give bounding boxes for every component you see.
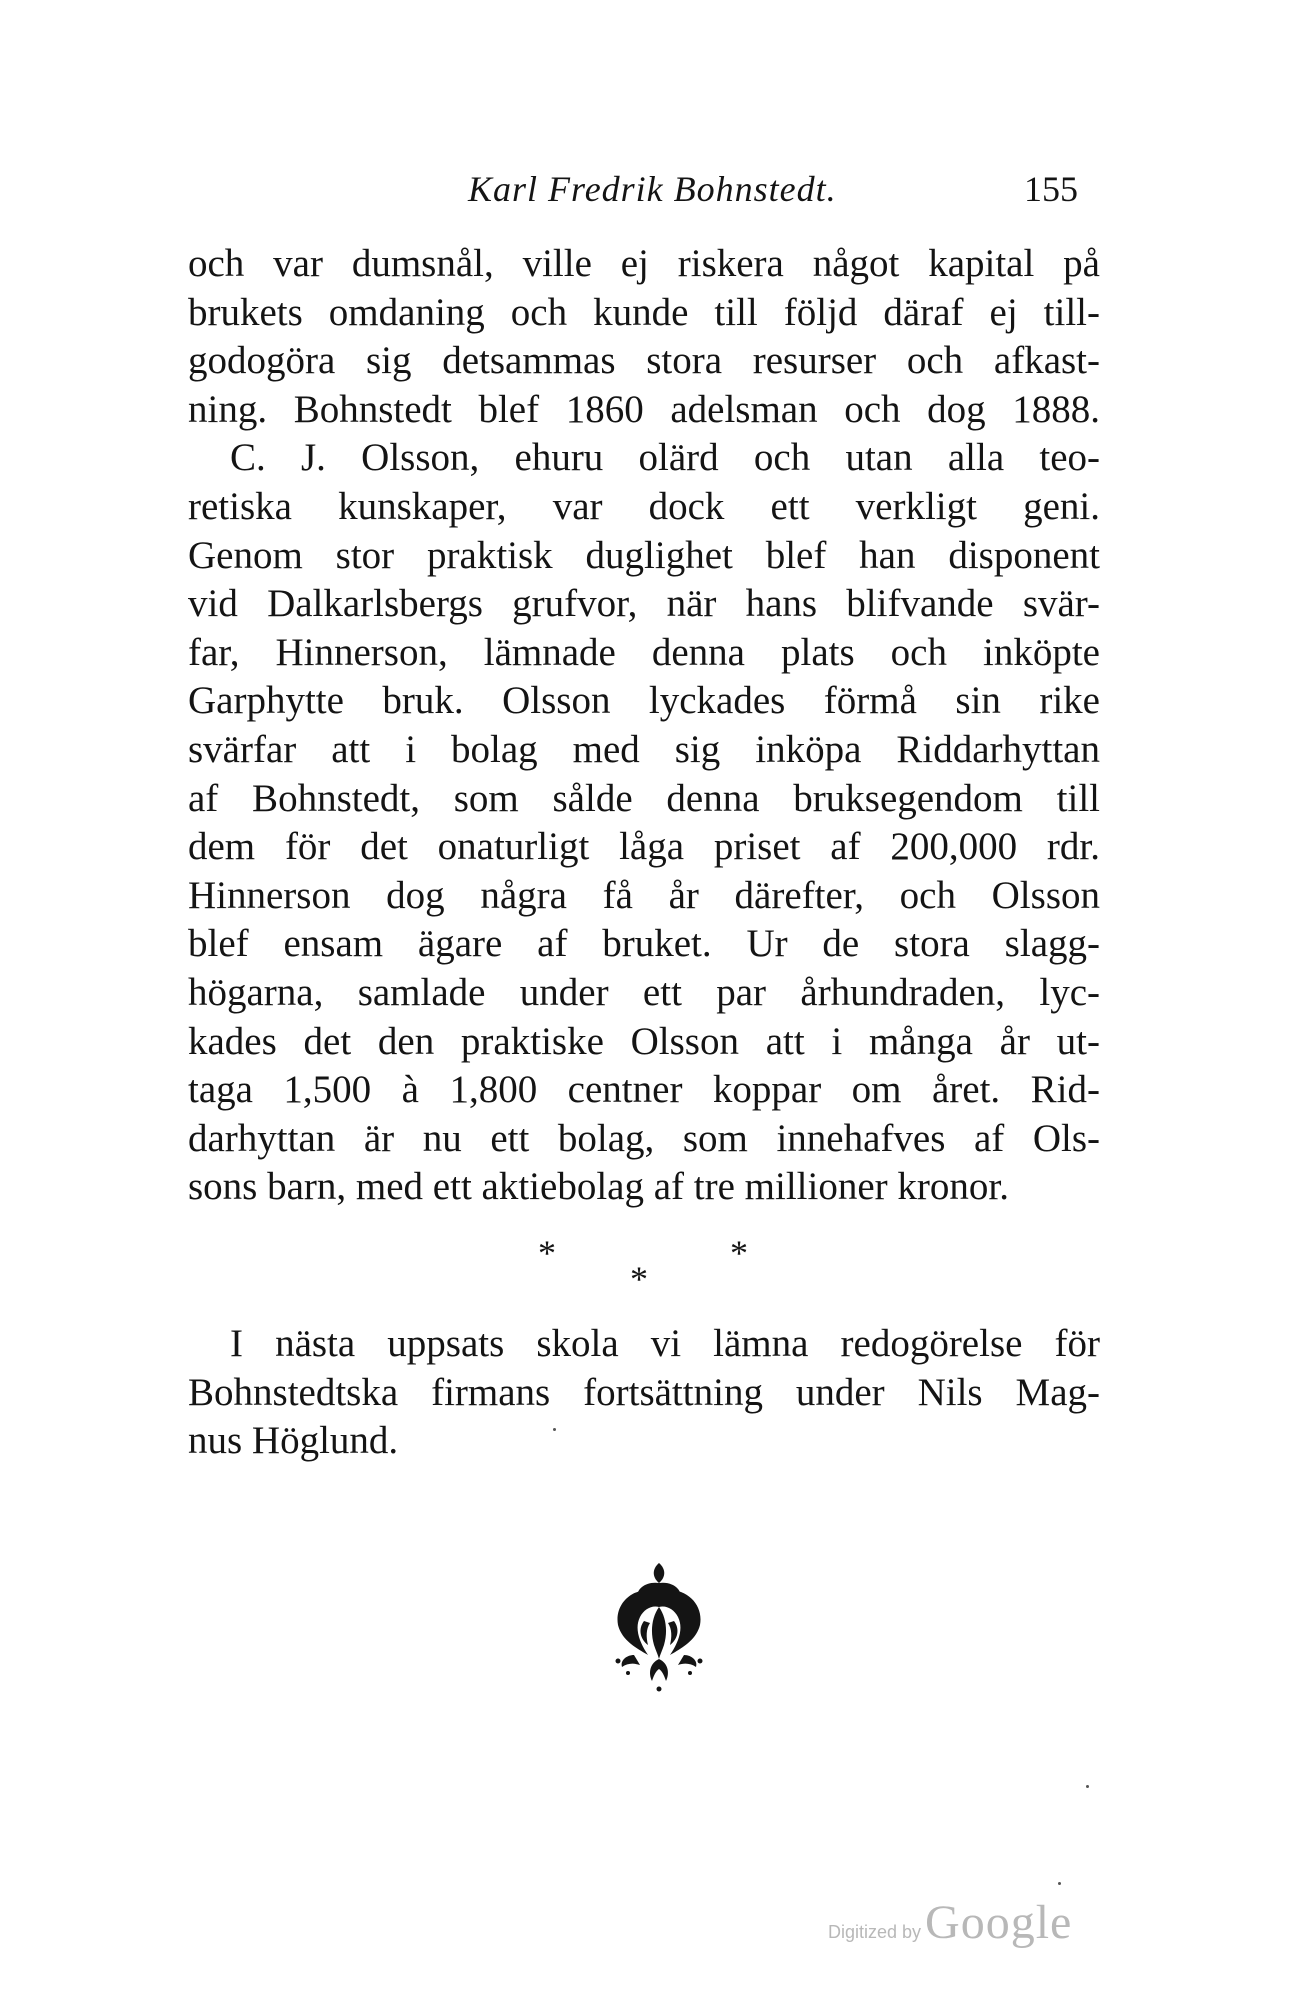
text-line: Hinnerson dog några få år därefter, och Olsson bbox=[188, 873, 1100, 917]
text-line: C. J. Olsson, ehuru olärd och utan alla teo- bbox=[230, 436, 1100, 480]
text-line: nus Höglund. bbox=[188, 1419, 399, 1463]
text-line: godogöra sig detsammas stora resurser och afkast- bbox=[188, 339, 1100, 383]
body-paragraphs bbox=[188, 240, 1100, 1212]
page-number: 155 bbox=[1024, 169, 1078, 209]
ink-speck bbox=[1058, 1882, 1061, 1885]
text-line: vid Dalkarlsbergs grufvor, när hans blifvande svär- bbox=[188, 582, 1100, 626]
text-line: darhyttan är nu ett bolag, som innehafves af Ols- bbox=[188, 1116, 1100, 1160]
text-line: Bohnstedtska firmans fortsättning under Nils Mag- bbox=[188, 1370, 1100, 1414]
asterisk: * bbox=[730, 1233, 748, 1273]
text-line: far, Hinnerson, lämnade denna plats och inköpte bbox=[188, 630, 1100, 674]
text-line: blef ensam ägare af bruket. Ur de stora slagg- bbox=[188, 922, 1100, 966]
watermark-brand: Google bbox=[925, 1896, 1073, 1949]
asterism-divider bbox=[520, 1232, 760, 1302]
watermark-prefix: Digitized by bbox=[828, 1922, 922, 1942]
text-line: ning. Bohnstedt blef 1860 adelsman och dog 1888. bbox=[188, 387, 1100, 431]
text-line: sons barn, med ett aktiebolag af tre millioner kronor. bbox=[188, 1165, 1009, 1209]
ink-speck bbox=[1086, 1785, 1089, 1788]
digitized-watermark bbox=[828, 1895, 1108, 1955]
text-line: retiska kunskaper, var dock ett verkligt geni. bbox=[188, 484, 1100, 528]
ink-speck bbox=[553, 1428, 556, 1431]
text-line: Genom stor praktisk duglighet blef han disponent bbox=[188, 533, 1100, 577]
asterisk: * bbox=[630, 1259, 648, 1299]
text-line: brukets omdaning och kunde till följd däraf ej till- bbox=[188, 290, 1100, 334]
closing-paragraph bbox=[188, 1320, 1100, 1466]
fleuron-ornament-icon bbox=[604, 1555, 714, 1695]
text-line: I nästa uppsats skola vi lämna redogörelse för bbox=[230, 1322, 1100, 1365]
running-head bbox=[188, 168, 1078, 218]
text-line: högarna, samlade under ett par århundraden, lyc- bbox=[188, 970, 1100, 1014]
text-line: kades det den praktiske Olsson att i många år ut- bbox=[188, 1019, 1100, 1063]
text-line: taga 1,500 à 1,800 centner koppar om året. Rid- bbox=[188, 1068, 1100, 1112]
text-line: och var dumsnål, ville ej riskera något kapital på bbox=[188, 242, 1100, 285]
text-line: af Bohnstedt, som sålde denna bruksegendom till bbox=[188, 776, 1100, 820]
running-title: Karl Fredrik Bohnstedt. bbox=[468, 169, 837, 209]
text-line: svärfar att i bolag med sig inköpa Riddarhyttan bbox=[188, 727, 1100, 771]
text-line: Garphytte bruk. Olsson lyckades förmå sin rike bbox=[188, 679, 1100, 723]
fleuron-ornament-graphic bbox=[604, 1555, 714, 1695]
text-line: dem för det onaturligt låga priset af 200,000 rdr. bbox=[188, 825, 1100, 869]
asterisk: * bbox=[538, 1233, 556, 1273]
